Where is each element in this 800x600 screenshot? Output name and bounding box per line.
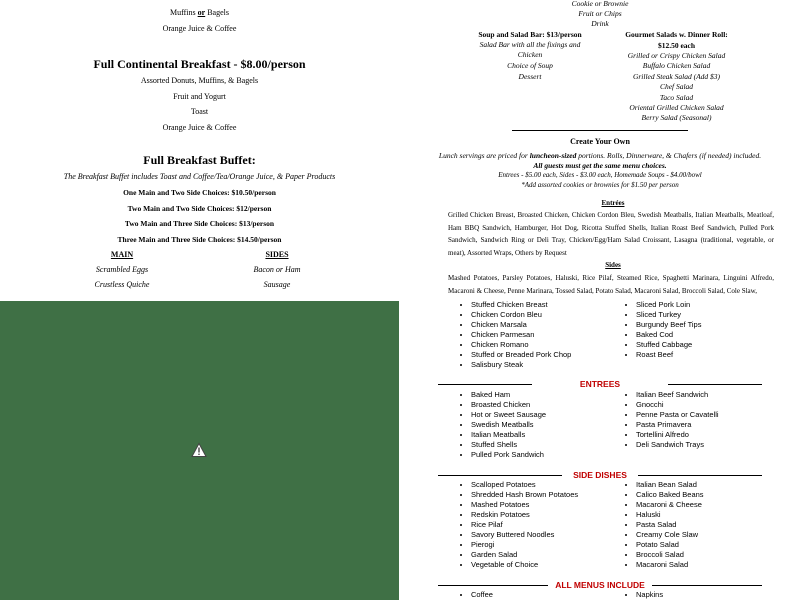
list-item: • Savory Buttered Noodles (471, 530, 578, 540)
list-item: • Hot or Sweet Sausage (471, 410, 546, 420)
divider (512, 130, 688, 131)
soup-item: Chicken (517, 50, 543, 59)
gourmet-title: Gourmet Salads w. Dinner Roll: (625, 30, 728, 39)
muffins-line: Muffins or Bagels (170, 8, 229, 17)
oj-coffee-line: Orange Juice & Coffee (162, 24, 237, 33)
gourmet-item: Chef Salad (659, 82, 694, 91)
same-menu-note: All guests must get the same menu choices. (533, 161, 667, 170)
list-item: • Broccoli Salad (636, 550, 704, 560)
all-list-right (618, 590, 663, 600)
buffet-price: One Main and Two Side Choices: $10.50/person (123, 188, 276, 197)
list-item: • Pasta Salad (636, 520, 704, 530)
list-item: • Mashed Potatoes (471, 500, 578, 510)
side-item: Bacon or Ham (253, 265, 301, 274)
prices-line: Entrees - $5.00 each, Sides - $3.00 each, Homemade Soups - $4.00/bowl (498, 171, 702, 179)
continental-item: Assorted Donuts, Muffins, & Bagels (140, 76, 259, 85)
list-item: • Salisbury Steak (471, 360, 571, 370)
list-item: • Stuffed or Breaded Pork Chop (471, 350, 571, 360)
list-item: • Macaroni & Cheese (636, 500, 704, 510)
sides-list: Mashed Potatoes, Parsley Potatoes, Haluski, Rice Pilaf, Steamed Rice, Spaghetti Marinara, Linguini Alfredo, Macaroni & Cheese, Penne Marinara, Tossed Salad, Potato Salad, Macaroni Salad, Broccoli Salad, Cole Slaw, (448, 274, 774, 295)
entrees-section-title: ENTREES (579, 379, 621, 389)
sides-list-right (618, 480, 704, 570)
gourmet-item: Taco Salad (659, 93, 694, 102)
list-item: • Redskin Potatoes (471, 510, 578, 520)
list-item: • Macaroni Salad (636, 560, 704, 570)
entrees-list-right (618, 390, 719, 450)
main-list-left (453, 300, 571, 370)
soup-salad-title: Soup and Salad Bar: $13/person (478, 30, 582, 39)
dinner-menu-page (400, 298, 800, 600)
buffet-price: Two Main and Three Side Choices: $13/person (124, 219, 275, 228)
all-menus-section-title: ALL MENUS INCLUDE (555, 580, 645, 590)
list-item: • Pasta Primavera (636, 420, 719, 430)
list-item: • Stuffed Chicken Breast (471, 300, 571, 310)
list-item: • Deli Sandwich Trays (636, 440, 719, 450)
entrees-list-left (453, 390, 546, 460)
list-item: • Sliced Turkey (636, 310, 701, 320)
main-column (57, 250, 187, 289)
list-item: • Vegetable of Choice (471, 560, 578, 570)
list-item: • Broasted Chicken (471, 400, 546, 410)
lunch-item: Fruit or Chips (578, 9, 622, 18)
list-item: • Napkins (636, 590, 663, 600)
lunch-item: Cookie or Brownie (571, 0, 629, 8)
gourmet-price: $12.50 each (657, 41, 696, 50)
entrees-list: Grilled Chicken Breast, Broasted Chicken, Chicken Cordon Bleu, Swedish Meatballs, Italian Meatballs, Meatloaf, Ham BBQ Sandwich, Hamburger, Hot Dog, Ricotta Stuffed Shells, Italian Roast Beef Sandwich, Pulled Pork Sandwich, Sandwich Ring or Deli Tray, Chicken/Egg/Ham Salad Croissant, Lasagna (traditional, vegetable, or meat), Assorted Wraps, Others by Request (448, 211, 774, 257)
gourmet-item: Oriental Grilled Chicken Salad (629, 103, 724, 112)
gourmet-item: Grilled or Crispy Chicken Salad (627, 51, 726, 60)
create-your-own-title: Create Your Own (570, 137, 630, 146)
list-item: • Pierogi (471, 540, 578, 550)
list-item: • Sliced Pork Loin (636, 300, 701, 310)
list-item: • Scalloped Potatoes (471, 480, 578, 490)
buffet-description: The Breakfast Buffet includes Toast and Coffee/Tea/Orange Juice, & Paper Products (63, 172, 336, 181)
list-item: • Swedish Meatballs (471, 420, 546, 430)
list-item: • Stuffed Cabbage (636, 340, 701, 350)
list-item: • Haluski (636, 510, 704, 520)
list-item: • Italian Meatballs (471, 430, 546, 440)
list-item: • Garden Salad (471, 550, 578, 560)
all-list-left (453, 590, 493, 600)
lunch-menu-page (400, 0, 800, 298)
list-item: • Chicken Romano (471, 340, 571, 350)
gourmet-item: Grilled Steak Salad (Add $3) (632, 72, 721, 81)
entrees-header: Entrées (601, 199, 625, 207)
main-header: MAIN (110, 250, 134, 259)
soup-item: Dessert (518, 72, 542, 81)
list-item: • Chicken Parmesan (471, 330, 571, 340)
gourmet-item: Buffalo Chicken Salad (642, 61, 711, 70)
main-item: Crustless Quiche (94, 280, 150, 289)
sides-column (212, 250, 342, 289)
side-dishes-section-title: SIDE DISHES (573, 470, 627, 480)
sides-header: SIDES (265, 250, 289, 259)
list-item: • Italian Beef Sandwich (636, 390, 719, 400)
buffet-title: Full Breakfast Buffet: (143, 153, 256, 167)
list-item: • Roast Beef (636, 350, 701, 360)
list-item: • Burgundy Beef Tips (636, 320, 701, 330)
soup-item: Choice of Soup (507, 61, 553, 70)
continental-item: Orange Juice & Coffee (162, 123, 237, 132)
side-item: Sausage (263, 280, 291, 289)
lunch-item: Drink (591, 19, 609, 28)
lunch-servings-note: Lunch servings are priced for luncheon-sized portions. Rolls, Dinnerware, & Chafers (if needed) included. (438, 151, 762, 160)
list-item: • Penne Pasta or Cavatelli (636, 410, 719, 420)
list-item: • Creamy Cole Slaw (636, 530, 704, 540)
continental-title: Full Continental Breakfast - $8.00/person (93, 57, 306, 71)
list-item: • Chicken Cordon Bleu (471, 310, 571, 320)
continental-item: Toast (190, 107, 209, 116)
list-item: • Baked Ham (471, 390, 546, 400)
sides-header: Sides (605, 261, 621, 269)
list-item: • Stuffed Shells (471, 440, 546, 450)
list-item: • Coffee (471, 590, 493, 600)
list-item: • Tortellini Alfredo (636, 430, 719, 440)
image-placeholder (0, 301, 399, 600)
list-item: • Pulled Pork Sandwich (471, 450, 546, 460)
main-list-right (618, 300, 701, 360)
list-item: • Potato Salad (636, 540, 704, 550)
list-item: • Italian Bean Salad (636, 480, 704, 490)
list-item: • Baked Cod (636, 330, 701, 340)
buffet-price: Two Main and Two Side Choices: $12/person (127, 204, 272, 213)
gourmet-item: Berry Salad (Seasonal) (641, 113, 712, 122)
list-item: • Chicken Marsala (471, 320, 571, 330)
list-item: • Rice Pilaf (471, 520, 578, 530)
list-item: • Shredded Hash Brown Potatoes (471, 490, 578, 500)
add-cookies-line: *Add assorted cookies or brownies for $1.50 per person (521, 181, 679, 189)
continental-item: Fruit and Yogurt (173, 92, 226, 101)
list-item: • Calico Baked Beans (636, 490, 704, 500)
main-item: Scrambled Eggs (95, 265, 149, 274)
buffet-price: Three Main and Three Side Choices: $14.50/person (117, 235, 282, 244)
list-item: • Gnocchi (636, 400, 719, 410)
sides-list-left (453, 480, 578, 570)
warning-icon (191, 442, 207, 458)
or-emphasis: or (197, 8, 206, 17)
breakfast-menu-page (0, 0, 399, 301)
soup-item: Salad Bar with all the fixings and (479, 40, 581, 49)
